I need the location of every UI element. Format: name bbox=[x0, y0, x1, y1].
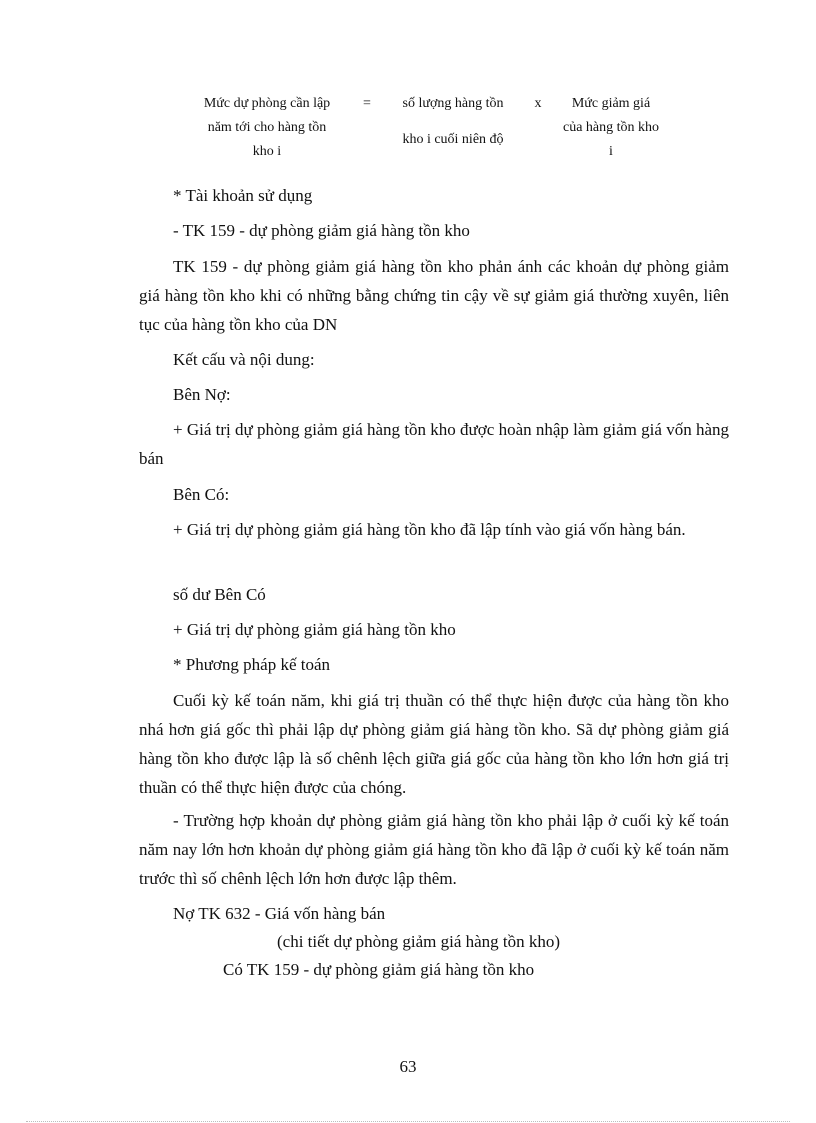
credit-side-heading: Bên Có: bbox=[173, 485, 230, 504]
formula-right-term bbox=[550, 92, 672, 164]
formula-times-sign: x bbox=[534, 96, 542, 111]
formula-left-line: năm tới cho hàng tồn bbox=[207, 120, 327, 135]
debit-item: + Giá trị dự phòng giảm giá hàng tồn kho được hoàn nhập làm giảm giá vốn hàng bán bbox=[139, 420, 729, 468]
structure-heading: Kết cấu và nội dung: bbox=[173, 350, 315, 369]
tk159-description: TK 159 - dự phòng giảm giá hàng tồn kho phản ánh các khoản dự phòng giảm giá hàng tồn kho khi có những bằng chứng tin cậy về sự giảm giá thường xuyên, liên tục của hàng tồn kho của DN bbox=[139, 257, 729, 334]
page-number: 63 bbox=[399, 1057, 417, 1076]
credit-item: + Giá trị dự phòng giảm giá hàng tồn kho đã lập tính vào giá vốn hàng bán. bbox=[173, 520, 686, 539]
formula-middle-term bbox=[384, 92, 522, 152]
formula-equals-sign: = bbox=[363, 96, 371, 111]
formula-left-line: Mức dự phòng cần lập bbox=[203, 96, 331, 111]
formula-middle-top: số lượng hàng tồn bbox=[402, 96, 504, 111]
formula-right-line: của hàng tồn kho bbox=[562, 120, 660, 135]
formula-left-line: kho i bbox=[252, 144, 282, 159]
formula-right-line: Mức giảm giá bbox=[571, 96, 651, 111]
formula-right-line: i bbox=[609, 144, 613, 159]
tk159-title: - TK 159 - dự phòng giảm giá hàng tồn kho bbox=[173, 221, 470, 240]
case-description: - Trường hợp khoản dự phòng giảm giá hàng tồn kho phải lập ở cuối kỳ kế toán năm nay lớn hơn khoản dự phòng giảm giá hàng tồn kho đã lập ở cuối kỳ kế toán năm trước thì số chênh lệch lớn hơn được lập thêm. bbox=[139, 811, 729, 888]
formula-left-term bbox=[186, 92, 348, 164]
credit-balance-heading: số dư Bên Có bbox=[173, 585, 266, 604]
formula-middle-bottom: kho i cuối niên độ bbox=[402, 132, 504, 147]
debit-side-heading: Bên Nợ: bbox=[173, 385, 231, 404]
entry-debit-line: Nợ TK 632 - Giá vốn hàng bán bbox=[173, 904, 386, 923]
method-description: Cuối kỳ kế toán năm, khi giá trị thuần có thể thực hiện được của hàng tồn kho nhá hơn giá gốc thì phải lập dự phòng giảm giá hàng tồn kho. Sã dự phòng giảm giá hàng tồn kho được lập là số chênh lệch giữa giá gốc của hàng tồn kho lớn hơn giá trị thuần có thể thực hiện được của chóng. bbox=[139, 691, 729, 797]
entry-credit-line: Có TK 159 - dự phòng giảm giá hàng tồn kho bbox=[223, 960, 535, 979]
balance-item: + Giá trị dự phòng giảm giá hàng tồn kho bbox=[173, 620, 456, 639]
method-heading: * Phương pháp kế toán bbox=[173, 655, 331, 674]
provision-formula bbox=[0, 92, 816, 172]
entry-detail-line: (chi tiết dự phòng giảm giá hàng tồn kho) bbox=[277, 932, 561, 951]
page-bottom-divider bbox=[26, 1121, 790, 1122]
account-heading: * Tài khoản sử dụng bbox=[173, 186, 313, 205]
